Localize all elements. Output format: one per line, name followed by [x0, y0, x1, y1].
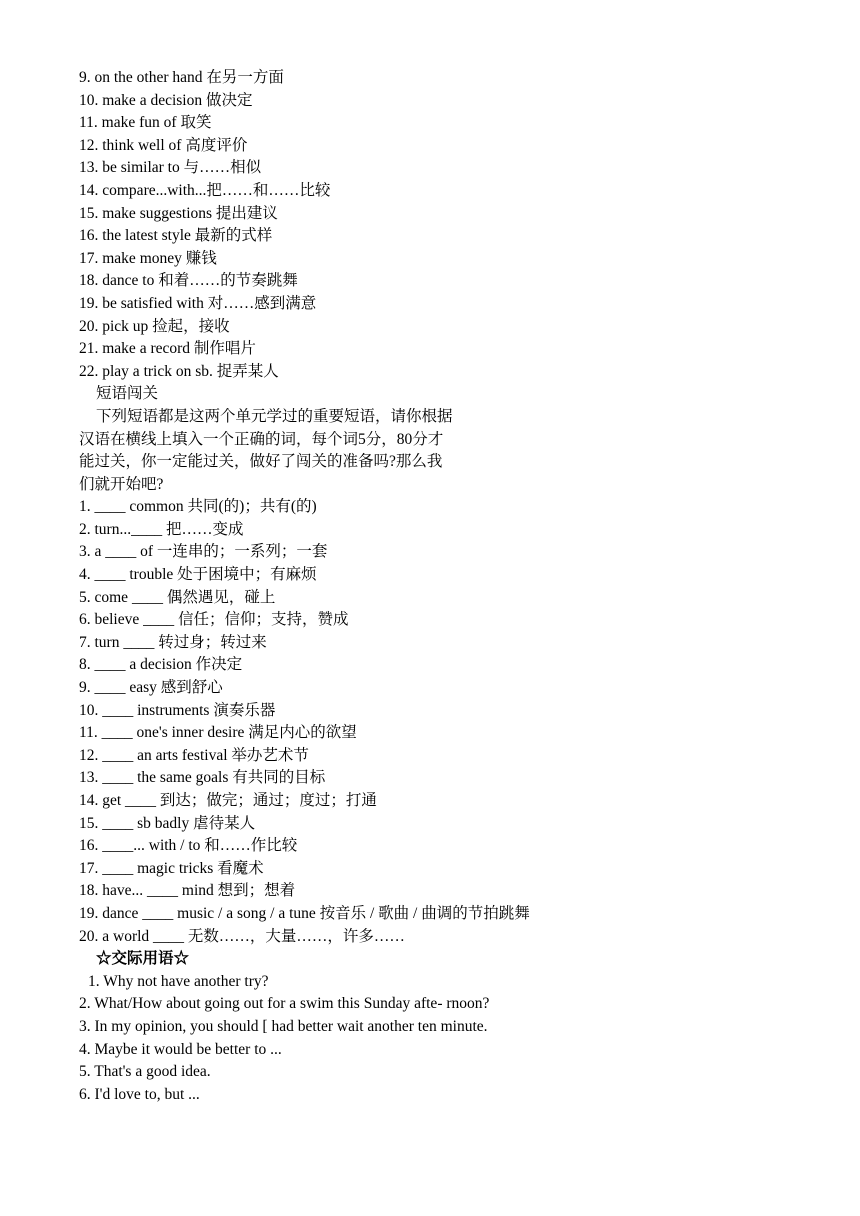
- quiz-item: 1. ____ common 共同(的)；共有(的): [79, 498, 317, 516]
- expression-item: 5. That's a good idea.: [79, 1063, 211, 1081]
- quiz-item: 10. ____ instruments 演奏乐器: [79, 701, 276, 719]
- quiz-item: 16. ____... with / to 和……作比较: [79, 837, 298, 855]
- phrase-item: 12. think well of 高度评价: [79, 136, 248, 154]
- phrase-list: [79, 67, 799, 383]
- expressions-section: [79, 948, 799, 1106]
- quiz-item: 2. turn...____ 把……变成: [79, 520, 244, 538]
- quiz-intro-line: 能过关，你一定能过关，做好了闯关的准备吗?那么我: [79, 453, 443, 471]
- quiz-item: 13. ____ the same goals 有共同的目标: [79, 769, 326, 787]
- phrase-item: 9. on the other hand 在另一方面: [79, 69, 284, 86]
- expression-item: 2. What/How about going out for a swim this Sunday afte- rnoon?: [79, 995, 490, 1013]
- document-page: [79, 67, 799, 1106]
- phrase-item: 17. make money 赚钱: [79, 249, 217, 267]
- phrase-item: 15. make suggestions 提出建议: [79, 204, 278, 222]
- quiz-item: 5. come ____ 偶然遇见，碰上: [79, 588, 276, 606]
- expression-item: 6. I'd love to, but ...: [79, 1085, 200, 1103]
- phrase-item: 21. make a record 制作唱片: [79, 340, 256, 358]
- quiz-item: 6. believe ____ 信任；信仰；支持，赞成: [79, 611, 349, 629]
- phrase-item: 10. make a decision 做决定: [79, 91, 253, 109]
- quiz-item: 8. ____ a decision 作决定: [79, 656, 243, 674]
- phrase-item: 11. make fun of 取笑: [79, 114, 212, 132]
- quiz-item: 17. ____ magic tricks 看魔术: [79, 859, 264, 877]
- phrase-item: 18. dance to 和着……的节奏跳舞: [79, 272, 298, 290]
- expression-item: 3. In my opinion, you should [ had better wait another ten minute.: [79, 1017, 488, 1035]
- quiz-item: 14. get ____ 到达；做完；通过；度过；打通: [79, 792, 377, 809]
- quiz-item: 3. a ____ of 一连串的；一系列；一套: [79, 543, 328, 561]
- quiz-item: 20. a world ____ 无数……，大量……，许多……: [79, 927, 405, 945]
- quiz-item: 9. ____ easy 感到舒心: [79, 679, 223, 697]
- phrase-item: 13. be similar to 与……相似: [79, 159, 262, 177]
- quiz-item: 12. ____ an arts festival 举办艺术节: [79, 746, 309, 764]
- quiz-title: 短语闯关: [96, 385, 159, 403]
- phrase-item: 22. play a trick on sb. 捉弄某人: [79, 362, 279, 380]
- quiz-intro-line: 下列短语都是这两个单元学过的重要短语，请你根据: [96, 407, 453, 425]
- phrase-item: 19. be satisfied with 对……感到满意: [79, 294, 317, 312]
- expression-item: 1. Why not have another try?: [88, 972, 269, 990]
- quiz-section: [79, 383, 799, 948]
- phrase-item: 14. compare...with...把……和……比较: [79, 181, 331, 199]
- quiz-intro-line: 们就开始吧?: [79, 475, 164, 493]
- expression-item: 4. Maybe it would be better to ...: [79, 1040, 282, 1058]
- quiz-item: 15. ____ sb badly 虐待某人: [79, 814, 256, 832]
- phrase-item: 20. pick up 捡起，接收: [79, 317, 230, 335]
- quiz-intro-line: 汉语在横线上填入一个正确的词，每个词5分，80分才: [79, 430, 444, 448]
- quiz-item: 4. ____ trouble 处于困境中；有麻烦: [79, 566, 317, 584]
- quiz-item: 19. dance ____ music / a song / a tune 按音乐 / 歌曲 / 曲调的节拍跳舞: [79, 904, 530, 922]
- expressions-title: ☆交际用语☆: [96, 950, 190, 968]
- phrase-item: 16. the latest style 最新的式样: [79, 227, 273, 245]
- quiz-item: 11. ____ one's inner desire 满足内心的欲望: [79, 724, 357, 742]
- quiz-item: 7. turn ____ 转过身；转过来: [79, 633, 267, 651]
- quiz-item-list: [79, 496, 799, 948]
- quiz-item: 18. have... ____ mind 想到；想着: [79, 882, 296, 900]
